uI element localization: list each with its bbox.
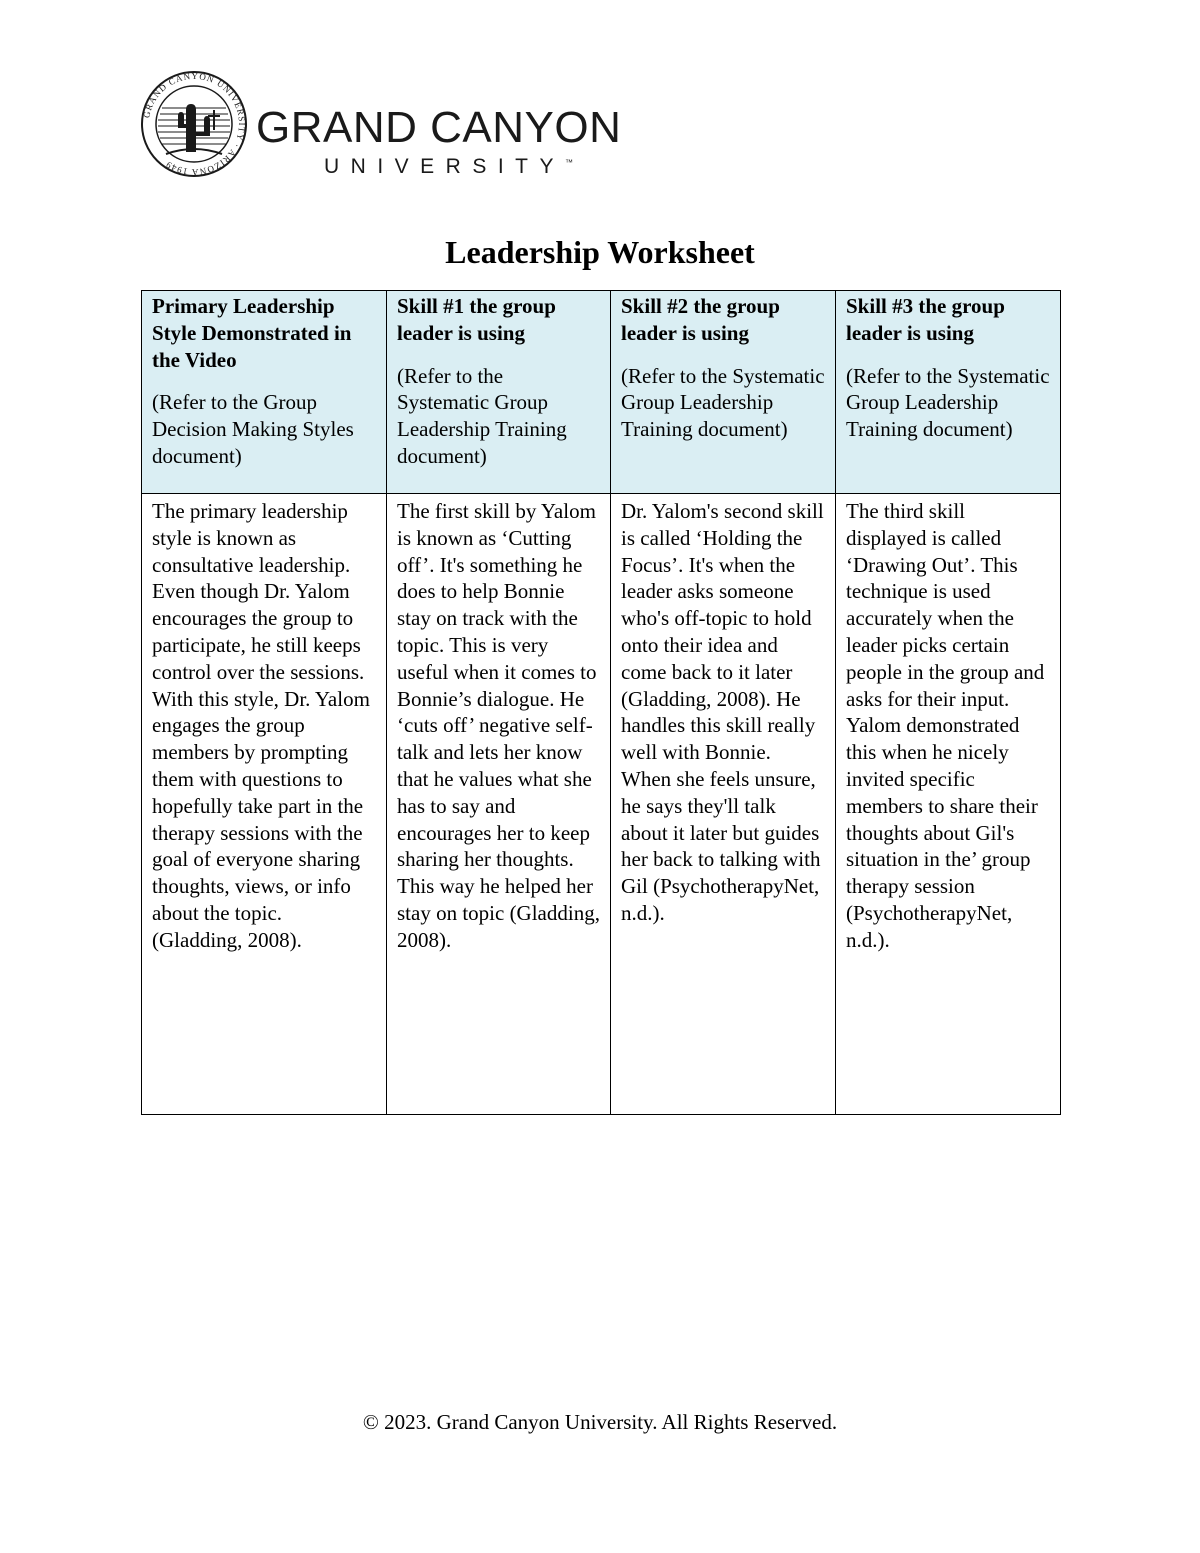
trademark-symbol: ™ — [565, 158, 574, 167]
header-title: Skill #3 the group leader is using — [846, 294, 1005, 345]
header-cell-style — [142, 291, 387, 494]
header-title: Skill #2 the group leader is using — [621, 294, 780, 345]
header-title: Skill #1 the group leader is using — [397, 294, 556, 345]
header-note: (Refer to the Systematic Group Leadership Training document) — [621, 363, 825, 442]
cell-leadership-style: The primary leadership style is known as consultative leadership. Even though Dr. Yalom encourages the group to participate, he still keeps control over the sessions. With this style, Dr. Yalom engages the group members by prompting them with questions to hopefully take part in the therapy sessions with the goal of everyone sharing thoughts, views, or info about the topic. (Gladding, 2008). — [142, 494, 387, 1115]
header-note: (Refer to the Systematic Group Leadership Training document) — [846, 363, 1050, 442]
header-note: (Refer to the Group Decision Making Styles document) — [152, 390, 354, 468]
university-seal-icon — [140, 70, 248, 178]
header-cell-skill2 — [611, 291, 836, 494]
svg-text:GRAND CANYON UNIVERSITY · ARIZ: GRAND CANYON UNIVERSITY · ARIZONA 1949 — [141, 70, 248, 178]
header-title: Primary Leadership Style Demonstrated in the Video — [152, 294, 352, 372]
table-row — [142, 494, 1061, 1115]
header-note: (Refer to the Systematic Group Leadership Training document) — [397, 363, 567, 468]
copyright-footer: © 2023. Grand Canyon University. All Rights Reserved. — [362, 1410, 838, 1434]
header-cell-skill3 — [836, 291, 1061, 494]
wordmark-line1: GRAND CANYON — [256, 103, 622, 152]
worksheet-table — [141, 290, 1061, 1115]
header-cell-skill1 — [387, 291, 611, 494]
university-wordmark — [256, 103, 622, 180]
cell-skill1: The first skill by Yalom is known as ‘Cutting off’. It's something he does to help Bonnie stay on track with the topic. This is very useful when it comes to Bonnie’s dialogue. He ‘cuts off’ negative self-talk and lets her know that he values what she has to say and encourages her to keep sharing her thoughts. This way he helped her stay on topic (Gladding, 2008). — [387, 494, 611, 1115]
wordmark-line2 — [324, 150, 621, 180]
university-logo — [140, 70, 620, 180]
cell-skill3: The third skill displayed is called ‘Drawing Out’. This technique is used accurately when the leader picks certain people in the group and asks for their input. Yalom demonstrated this when he nicely invited specific members to share their thoughts about Gil's situation in the’ group therapy session (PsychotherapyNet, n.d.). — [836, 494, 1061, 1115]
cell-skill2: Dr. Yalom's second skill is called ‘Holding the Focus’. It's when the leader asks someone who's off-topic to hold onto their idea and come back to it later (Gladding, 2008). He handles this skill really well with Bonnie. When she feels unsure, he says they'll talk about it later but guides her back to talking with Gil (PsychotherapyNet, n.d.). — [611, 494, 836, 1115]
table-header-row — [142, 291, 1061, 494]
wordmark-university: UNIVERSITY — [324, 155, 566, 178]
page-title: Leadership Worksheet — [445, 234, 755, 270]
